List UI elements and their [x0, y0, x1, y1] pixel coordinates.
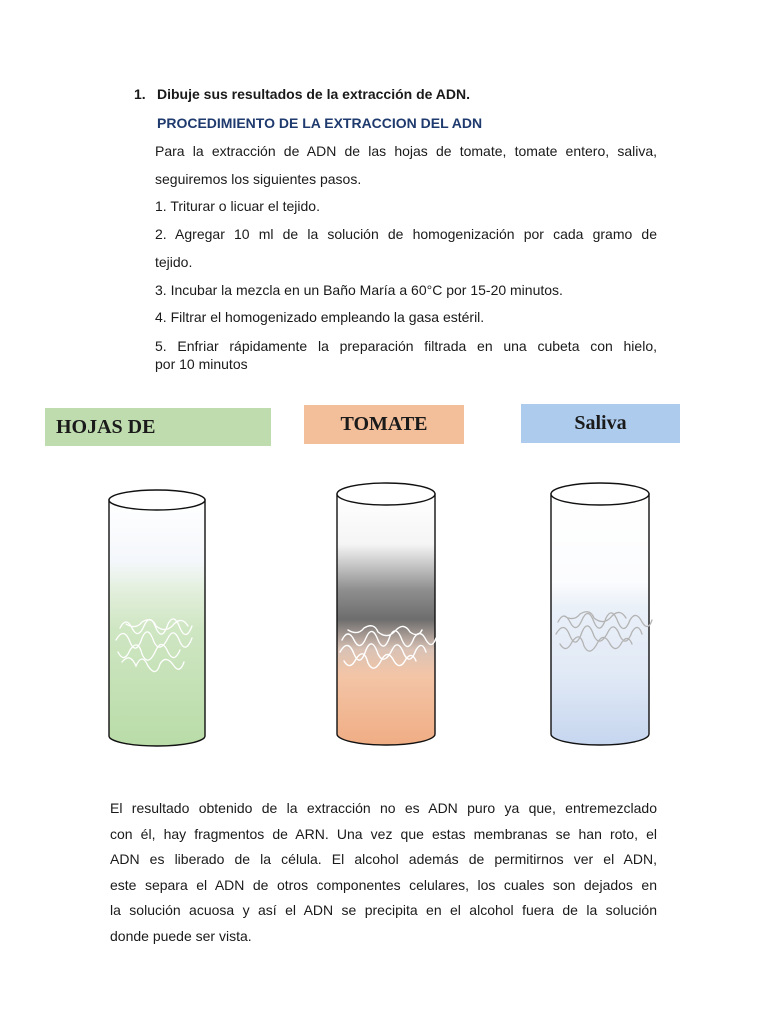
- conclusion-line-4: este separa el ADN de otros componentes celulares, los cuales son dejados en: [110, 876, 657, 893]
- tube-hojas: [109, 490, 205, 746]
- label-saliva: [521, 404, 680, 443]
- procedure-step-5-line1: 5. Enfriar rápidamente la preparación filtrada en una cubeta con hielo,: [155, 338, 657, 354]
- tube-hojas-rim: [109, 490, 205, 510]
- label-saliva-text: Saliva: [574, 412, 627, 434]
- tube-saliva-body: [551, 494, 649, 745]
- question-text: Dibuje sus resultados de la extracción de ADN.: [157, 86, 471, 102]
- procedure-step-1: 1. Triturar o licuar el tejido.: [155, 198, 320, 214]
- question-number: 1.: [134, 86, 146, 102]
- conclusion-line-5: la solución acuosa y así el ADN se precipita en el alcohol fuera de la solución: [110, 902, 657, 918]
- conclusion-paragraph: [110, 796, 657, 949]
- procedure-step-2-line1: 2. Agregar 10 ml de la solución de homogenización por cada gramo de: [155, 226, 657, 242]
- tube-saliva-rim: [551, 483, 649, 505]
- tube-tomate: [337, 483, 436, 745]
- conclusion-line-2: con él, hay fragmentos de ARN. Una vez que estas membranas se han roto, el: [110, 825, 657, 842]
- tube-tomate-rim: [337, 483, 435, 505]
- label-hojas-de: [45, 408, 271, 446]
- procedure-title: PROCEDIMIENTO DE LA EXTRACCION DEL ADN: [157, 115, 483, 131]
- tube-tomate-body: [337, 494, 435, 745]
- procedure-step-3: 3. Incubar la mezcla en un Baño María a 60°C por 15-20 minutos.: [155, 282, 563, 298]
- procedure-step-2-line2: tejido.: [155, 254, 193, 270]
- label-tomate: [304, 405, 464, 444]
- procedure-step-5-line2: por 10 minutos: [155, 356, 248, 372]
- procedure-step-4: 4. Filtrar el homogenizado empleando la gasa estéril.: [155, 309, 485, 325]
- conclusion-line-6: donde puede ser vista.: [110, 927, 252, 944]
- label-tomate-text: TOMATE: [340, 413, 428, 435]
- test-tubes-illustration: [0, 470, 768, 760]
- procedure-intro-line2: seguiremos los siguientes pasos.: [155, 171, 362, 187]
- procedure-intro-line1: Para la extracción de ADN de las hojas de tomate, tomate entero, saliva,: [155, 143, 657, 159]
- tube-saliva: [551, 483, 652, 745]
- conclusion-line-1: El resultado obtenido de la extracción no es ADN puro ya que, entremezclado: [110, 800, 657, 816]
- conclusion-line-3: ADN es liberado de la célula. El alcohol además de permitirnos ver el ADN,: [110, 851, 657, 867]
- label-hojas-text: HOJAS DE: [56, 415, 156, 438]
